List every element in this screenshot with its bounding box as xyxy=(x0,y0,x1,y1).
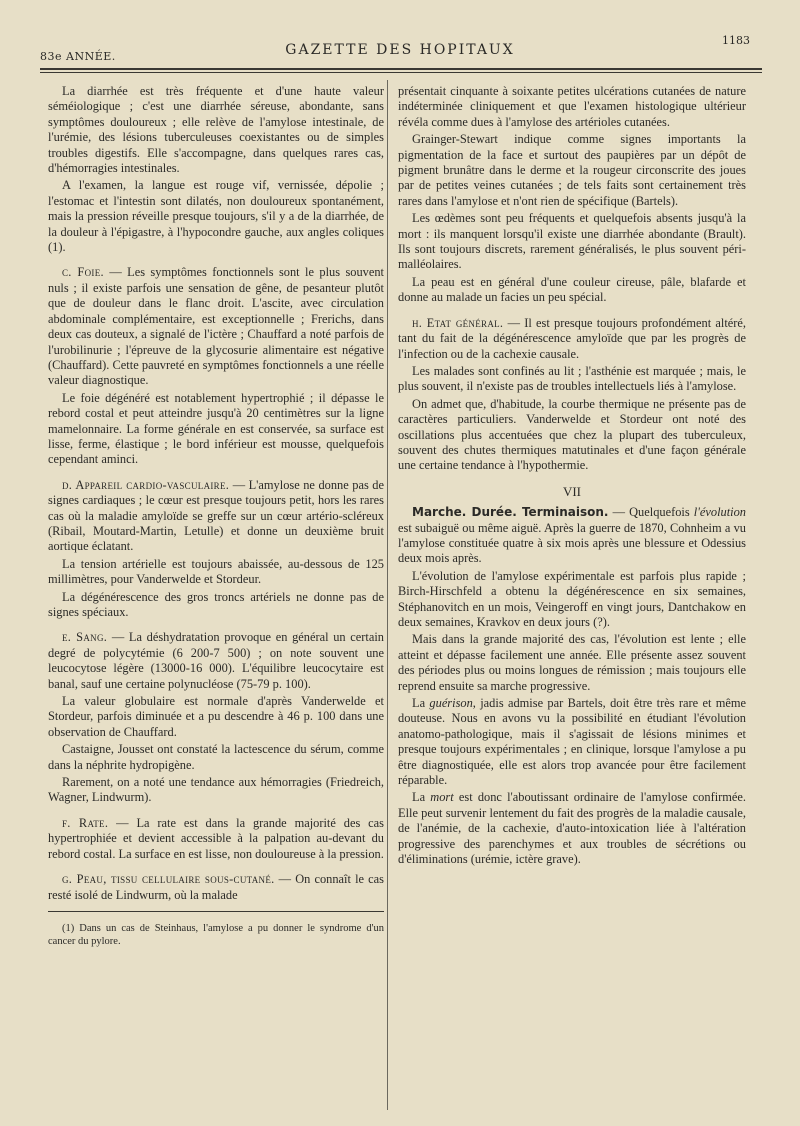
section-rate xyxy=(48,816,384,862)
section-peau xyxy=(48,872,384,903)
section-text: — L'amylose ne donne pas de signes cardiaques ; le cœur est presque toujours petit, hors les rares cas où la maladie amyloïde se greffe sur un cœur artério-scléreux (Ribail, Moutard-Martin, Letulle) et donne un deuxième bruit aortique éclatant. xyxy=(48,477,384,554)
section-text: — Les symptômes fonctionnels sont le plus souvent nuls ; il existe parfois une sensation de gêne, de pesanteur plutôt que de douleur dans le flanc droit. L'ascite, avec circulation abdominale complémentaire, est exceptionnelle ; Frerichs, dans deux cas douteux, a signalé de l'ictère ; Chauffard a noté parfois de l'urobilinurie ; l'épreuve de la glycosurie alimentaire est négative (Chauffard). Cette pauvreté en symptômes fonctionnels a une réelle valeur diagnostique. xyxy=(48,265,384,388)
section-number: VII xyxy=(562,483,582,499)
emphasis: mort xyxy=(430,790,454,805)
section-marche xyxy=(398,505,746,567)
paragraph xyxy=(398,790,746,867)
section-heading: g. Peau, tissu cellulaire sous-cutané. xyxy=(62,872,275,887)
paragraph: La tension artérielle est toujours abaissée, au-dessous de 125 millimètres, pour Vanderwelde et Stordeur. xyxy=(48,556,384,587)
section-heading: e. Sang. xyxy=(62,630,108,645)
section-text: — La déshydratation provoque en général un certain degré de polycytémie (6 200-7 500) ; on note souvent une leucocytose légère (13000-16 000). L'équilibre leucocytaire est banal, sauf une certaine polynucléose (75-79 p. 100). xyxy=(48,630,384,691)
section-etat-general xyxy=(398,316,746,362)
left-column xyxy=(48,84,384,959)
section-heading: c. Foie. xyxy=(62,265,104,280)
paragraph: A l'examen, la langue est rouge vif, vernissée, dépolie ; l'estomac et l'intestin sont dilatés, non douloureux spontanément, mais la pression réveille presque toujours, s'il y a de la diarrhée, de la douleur à l'épigastre, à l'hypocondre gauche, aux angles coliques (1). xyxy=(48,178,384,255)
journal-title: GAZETTE DES HOPITAUX xyxy=(285,42,515,58)
paragraph: La valeur globulaire est normale d'après Vanderwelde et Stordeur, parfois diminuée et a pu descendre à 46 p. 100 dans une observation de Chauffard. xyxy=(48,694,384,739)
paragraph: présentait cinquante à soixante petites ulcérations cutanées de nature indéterminée cliniquement et que l'examen histologique ultérieur révéla comme dues à l'amylose des artérioles cutanées. xyxy=(398,84,746,129)
paragraph: La peau est en général d'une couleur cireuse, pâle, blafarde et donne au malade un facies un peu spécial. xyxy=(398,274,746,305)
section-text: — On connaît le cas resté isolé de Lindwurm, où la malade xyxy=(48,872,384,902)
page-number: 1183 xyxy=(722,34,750,47)
paragraph: L'évolution de l'amylose expérimentale est parfois plus rapide ; Birch-Hirschfeld a obtenu la dégénérescence en six semaines, Stéphanovitch en un mois, Veingeroff en vingt jours, Dantchakow en deux semaines, Kravkov en deux jours (?). xyxy=(398,568,746,629)
header-rule-thin xyxy=(40,72,762,73)
text: est donc l'aboutissant ordinaire de l'amylose confirmée. Elle peut survenir lentement du fait des progrès de la maladie causale, de l'anémie, de la cachexie, d'auto-intoxication liée à l'altération progressive des parenchymes et aux troubles de sécrétions ou d'éliminations (urémie, ictère grave). xyxy=(398,790,746,867)
emphasis: guérison xyxy=(429,696,473,711)
paragraph xyxy=(398,696,746,788)
footnote-rule xyxy=(48,911,384,912)
section-heading: h. Etat général. xyxy=(412,315,504,330)
section-text: — Il est presque toujours profondément altéré, tant du fait de la dégénérescence amyloïde que par les progrès de l'infection ou de la cachexie causale. xyxy=(398,315,747,361)
header-rule-thick xyxy=(40,68,762,70)
text: , jadis admise par Bartels, doit être très rare et même douteuse. Nous en avons vu la possibilité en étudiant l'évolution anatomo-pathologique, mais il s'agissait de lésions minimes et presque toujours expérimentales ; en clinique, lorsque l'amylose a pu être diagnostiquée, elle est alors trop avancée pour être facilement réparable. xyxy=(398,696,747,788)
section-appareil-cardio xyxy=(48,478,384,555)
paragraph: Grainger-Stewart indique comme signes importants la pigmentation de la face et surtout des paupières par un dépôt de pigment brunâtre dans le derme et la rougeur circonscrite des joues par de petites veines cutanées ; de tels faits sont certainement très rares dans l'amylose et n'ont rien de spécifique (Bartels). xyxy=(398,132,746,208)
section-heading: d. Appareil cardio-vasculaire. xyxy=(62,477,230,492)
section-heading: Marche. Durée. Terminaison. xyxy=(412,505,609,520)
footnote: (1) Dans un cas de Steinhaus, l'amylose a pu donner le syndrome d'un cancer du pylore. xyxy=(48,923,384,948)
right-column xyxy=(398,84,746,870)
paragraph: La diarrhée est très fréquente et d'une haute valeur séméiologique ; c'est une diarrhée séreuse, abondante, sans symptômes douloureux ; elle relève de l'amylose intestinale, de l'urémie, des lésions tuberculeuses coexistantes ou de simples troubles digestifs. Elle s'accompagne, dans quelques rares cas, d'hémorragies intestinales. xyxy=(48,84,384,176)
paragraph: Le foie dégénéré est notablement hypertrophié ; il dépasse le rebord costal et peut atteindre jusqu'à 20 centimètres sur la ligne mamelonnaire. La forme générale en est conservée, sa surface est lisse, ferme, élastique ; le bord inférieur est mousse, quelquefois cependant aminci. xyxy=(48,390,384,467)
paragraph: On admet que, d'habitude, la courbe thermique ne présente pas de caractères particuliers. Vanderwelde et Stordeur ont noté des oscillations plus accentuées que chez la plupart des tuberculeux, souvent des chutes thermiques matutinales et d'une façon générale une certaine tendance à l'hypothermie. xyxy=(398,396,746,473)
section-text: — Quelquefois xyxy=(608,505,694,520)
section-heading: f. Rate. xyxy=(62,815,109,830)
column-divider xyxy=(387,80,388,1110)
paragraph: Les malades sont confinés au lit ; l'asthénie est marquée ; mais, le plus souvent, il n'existe pas de troubles intellectuels liés à l'amylose. xyxy=(398,363,746,394)
section-sang xyxy=(48,630,384,692)
paragraph: Castaigne, Jousset ont constaté la lactescence du sérum, comme dans la néphrite hydropigène. xyxy=(48,742,384,772)
paragraph: La dégénérescence des gros troncs artériels ne donne pas de signes spéciaux. xyxy=(48,589,384,619)
section-foie xyxy=(48,265,384,388)
paragraph: Rarement, on a noté une tendance aux hémorragies (Friedreich, Wagner, Lindwurm). xyxy=(48,775,384,805)
text: La xyxy=(412,696,430,711)
issue-label: 83e ANNÉE. xyxy=(40,50,116,63)
section-text: est subaiguë ou même aiguë. Après la guerre de 1870, Cohnheim a vu l'amylose constituée quatre à six mois après une blessure et Odessius deux mois après. xyxy=(398,520,746,566)
emphasis: l'évolution xyxy=(693,505,746,520)
paragraph: Les œdèmes sont peu fréquents et quelquefois absents jusqu'à la mort : ils manquent lorsqu'il existe une diarrhée abondante (Brault). Ils sont toujours discrets, rarement généralisés, le plus souvent péri-malléolaires. xyxy=(398,211,746,272)
text: La xyxy=(412,790,431,805)
paragraph: Mais dans la grande majorité des cas, l'évolution est lente ; elle atteint et dépasse facilement une année. Elle présente assez souvent des périodes plus ou moins longues de rémission ; mais toujours elle reprend ensuite sa marche progressive. xyxy=(398,632,746,693)
section-text: — La rate est dans la grande majorité des cas hypertrophiée et devient accessible à la palpation au-devant du rebord costal. La surface en est lisse, non douloureuse à la pression. xyxy=(48,815,384,861)
